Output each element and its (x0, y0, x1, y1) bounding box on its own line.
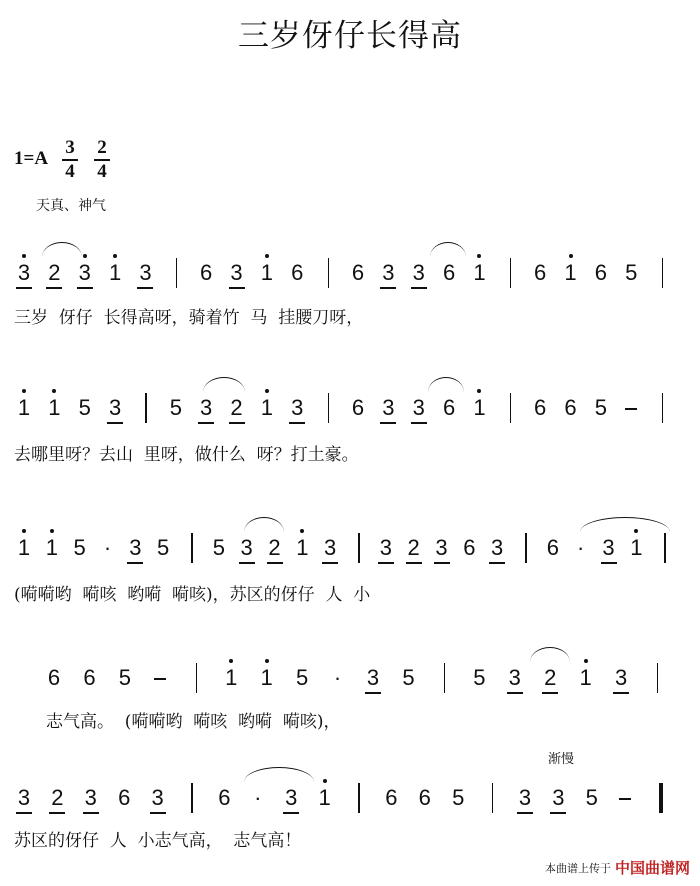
octave-dot (113, 254, 117, 258)
augmentation-dot: · (103, 535, 112, 560)
note: 3 (151, 785, 164, 810)
note: 1 (296, 535, 309, 560)
slur (244, 767, 314, 782)
note: 2 (48, 260, 61, 285)
lyric-line-3: (嗬嗬哟 嗬咳 哟嗬 嗬咳)，苏区的伢仔 人 小 (14, 585, 371, 605)
augmentation-dot: · (333, 665, 342, 690)
note: 3 (382, 395, 395, 420)
underline (229, 422, 245, 424)
note: 6 (47, 665, 61, 690)
bar-line (662, 258, 664, 288)
note: 1 (473, 395, 486, 420)
octave-dot (265, 254, 269, 258)
note: 3 (435, 535, 448, 560)
underline (46, 287, 62, 289)
note: 6 (200, 260, 213, 285)
bar-line (510, 393, 512, 423)
note: 1 (225, 665, 238, 690)
underline (16, 287, 32, 289)
augmentation-dot: · (576, 535, 585, 560)
underline (380, 287, 396, 289)
page-title: 三岁伢仔长得高 (238, 18, 462, 54)
note: 6 (442, 260, 456, 285)
note: 6 (534, 395, 547, 420)
note: 6 (351, 395, 365, 420)
bar-line (328, 258, 330, 288)
octave-dot (569, 254, 573, 258)
bar-line (176, 258, 178, 288)
note: 6 (442, 395, 456, 420)
bar-line (145, 393, 147, 423)
note: 1 (45, 535, 58, 560)
note: 6 (83, 665, 96, 690)
underline (411, 287, 427, 289)
underline (378, 562, 394, 564)
augmentation-dot: · (254, 785, 262, 810)
underline (434, 562, 450, 564)
underline (267, 562, 283, 564)
underline (601, 562, 617, 564)
note-extension (154, 678, 166, 680)
underline (406, 562, 422, 564)
footer (545, 857, 690, 878)
note-extension (619, 798, 631, 800)
note: 5 (118, 665, 131, 690)
octave-dot (52, 389, 56, 393)
bar-line (358, 533, 360, 563)
underline (229, 287, 245, 289)
note: 6 (351, 260, 365, 285)
note: 3 (602, 535, 615, 560)
note: 3 (108, 395, 122, 420)
underline (550, 812, 566, 814)
note: 3 (17, 260, 31, 285)
underline (380, 422, 396, 424)
bar-line (510, 258, 512, 288)
note: 3 (614, 665, 628, 690)
note: 2 (51, 785, 64, 810)
note: 3 (379, 535, 392, 560)
note: 5 (212, 535, 225, 560)
underline (16, 812, 32, 814)
time-signature-3-4: 3 4 (62, 138, 78, 182)
note: 2 (407, 535, 420, 560)
underline (613, 692, 629, 694)
bar-line (328, 393, 330, 423)
note: 3 (139, 260, 152, 285)
underline (517, 812, 533, 814)
note: 3 (508, 665, 521, 690)
underline (283, 812, 299, 814)
note: 1 (473, 260, 486, 285)
note: 1 (630, 535, 643, 560)
note: 6 (218, 785, 231, 810)
octave-dot (22, 389, 26, 393)
note: 2 (544, 665, 557, 690)
note: 3 (17, 785, 31, 810)
bar-line (664, 533, 666, 563)
bar-line (358, 783, 360, 813)
note: 6 (418, 785, 431, 810)
note: 5 (169, 395, 182, 420)
note: 6 (385, 785, 398, 810)
note: 5 (73, 535, 86, 560)
note: 1 (260, 260, 274, 285)
note: 5 (402, 665, 415, 690)
lyric-line-1: 三岁 伢仔 长得高呀，骑着竹 马 挂腰刀呀， (14, 308, 364, 328)
note: 1 (564, 260, 577, 285)
note: 3 (291, 395, 304, 420)
note: 5 (585, 785, 598, 810)
lyric-line-2: 去哪里呀？去山 里呀，做什么 呀？打土豪。 (14, 445, 359, 465)
underline (137, 287, 153, 289)
note: 6 (463, 535, 476, 560)
bar-line (196, 663, 198, 693)
rit-marking: 渐慢 (548, 752, 575, 767)
octave-dot (265, 659, 269, 663)
note: 3 (491, 535, 504, 560)
note: 1 (17, 535, 31, 560)
underline (542, 692, 558, 694)
note: 1 (48, 395, 61, 420)
note: 3 (552, 785, 565, 810)
note: 3 (382, 260, 395, 285)
lyric-line-5: 苏区的伢仔 人 小志气高， 志气高！ (14, 831, 302, 851)
note: 5 (594, 395, 608, 420)
note: 1 (17, 395, 31, 420)
underline (77, 287, 93, 289)
note: 1 (318, 785, 331, 810)
bar-line (444, 663, 446, 693)
note: 3 (200, 395, 213, 420)
bar-line (662, 393, 664, 423)
bar-line (492, 783, 494, 813)
slur (430, 242, 466, 257)
note: 3 (518, 785, 532, 810)
slur (428, 377, 464, 392)
lyric-line-4: 志气高。 (嗬嗬哟 嗬咳 哟嗬 嗬咳)， (46, 712, 341, 732)
site-logo[interactable]: 中国曲谱网 (614, 859, 690, 877)
underline (198, 422, 214, 424)
underline (365, 692, 381, 694)
note: 1 (260, 395, 274, 420)
bar-line (525, 533, 527, 563)
octave-dot (22, 529, 26, 533)
underline (49, 812, 65, 814)
octave-dot (477, 389, 481, 393)
underline (322, 562, 338, 564)
note: 3 (78, 260, 91, 285)
slur (530, 647, 570, 662)
slur (580, 517, 670, 532)
note: 6 (546, 535, 559, 560)
octave-dot (300, 529, 304, 533)
note: 6 (534, 260, 547, 285)
note: 3 (412, 260, 425, 285)
note: 5 (625, 260, 638, 285)
note: 6 (291, 260, 304, 285)
octave-dot (584, 659, 588, 663)
note: 6 (594, 260, 608, 285)
bar-line (657, 663, 659, 693)
note: 1 (579, 665, 592, 690)
note: 3 (366, 665, 380, 690)
note: 6 (118, 785, 131, 810)
note: 3 (84, 785, 97, 810)
note: 5 (473, 665, 486, 690)
note: 6 (564, 395, 577, 420)
slur (244, 517, 284, 532)
octave-dot (323, 779, 327, 783)
underline (239, 562, 255, 564)
note-extension (625, 408, 637, 410)
underline (107, 422, 123, 424)
note: 3 (412, 395, 425, 420)
bar-line (191, 533, 193, 563)
note: 5 (157, 535, 170, 560)
octave-dot (50, 529, 54, 533)
footer-text: 本曲谱上传于 (544, 861, 611, 875)
note: 3 (230, 260, 243, 285)
note: 3 (324, 535, 337, 560)
slur (203, 377, 245, 392)
note: 3 (240, 535, 253, 560)
note: 5 (452, 785, 465, 810)
underline (411, 422, 427, 424)
octave-dot (229, 659, 233, 663)
slur (42, 242, 82, 257)
note: 3 (129, 535, 142, 560)
underline (83, 812, 99, 814)
bar-line (191, 783, 193, 813)
note: 3 (285, 785, 298, 810)
key-signature: 1=A (14, 148, 49, 169)
octave-dot (477, 254, 481, 258)
underline (289, 422, 305, 424)
note: 2 (230, 395, 243, 420)
time-signature-2-4: 2 4 (94, 138, 110, 182)
bar-line (659, 783, 663, 813)
underline (150, 812, 166, 814)
note: 1 (260, 665, 273, 690)
tempo-marking: 天真、神气 (36, 198, 106, 214)
octave-dot (265, 389, 269, 393)
underline (507, 692, 523, 694)
note: 1 (108, 260, 122, 285)
note: 5 (78, 395, 91, 420)
underline (489, 562, 505, 564)
octave-dot (22, 254, 26, 258)
underline (127, 562, 143, 564)
note: 2 (268, 535, 281, 560)
octave-dot (83, 254, 87, 258)
note: 5 (295, 665, 309, 690)
